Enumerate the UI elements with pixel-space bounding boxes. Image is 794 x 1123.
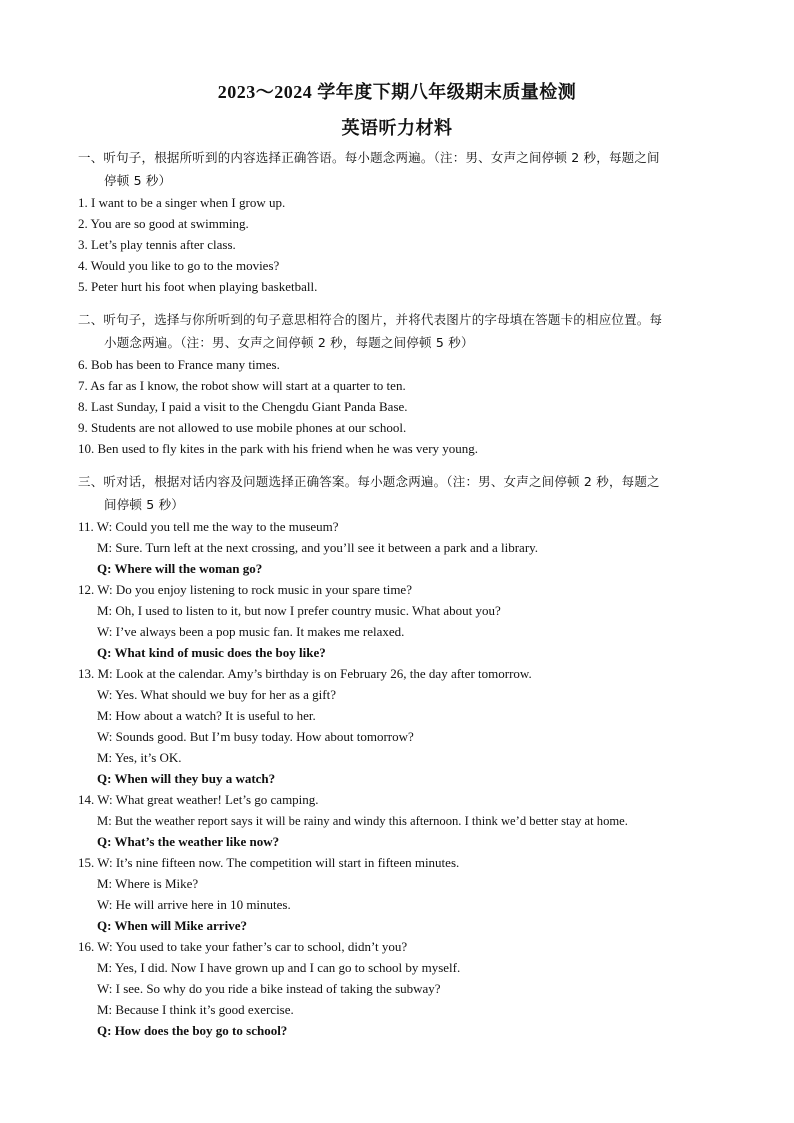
dialogue-line: 15. W: It’s nine fifteen now. The competition will start in fifteen minutes.	[78, 855, 460, 870]
section-3-instruction	[78, 470, 723, 516]
list-item: 2. You are so good at swimming.	[78, 216, 249, 231]
section-3-instruction-cont: 间停顿 5 秒）	[104, 497, 184, 512]
list-item: 1. I want to be a singer when I grow up.	[78, 195, 286, 210]
list-item: 3. Let’s play tennis after class.	[78, 237, 236, 252]
dialogue-question: Q: When will they buy a watch?	[97, 771, 276, 786]
dialogue-line: W: Sounds good. But I’m busy today. How about tomorrow?	[97, 729, 414, 744]
dialogue-line: M: Yes, it’s OK.	[97, 750, 182, 765]
dialogue-line: M: Yes, I did. Now I have grown up and I can go to school by myself.	[97, 960, 461, 975]
dialogue-question: Q: How does the boy go to school?	[97, 1023, 288, 1038]
list-item: 6. Bob has been to France many times.	[78, 357, 280, 372]
dialogue-line: 13. M: Look at the calendar. Amy’s birthday is on February 26, the day after tomorrow.	[78, 666, 532, 681]
dialogue-question: Q: What’s the weather like now?	[97, 834, 280, 849]
section-2-instruction-text: 二、听句子，选择与你所听到的句子意思相符合的图片，并将代表图片的字母填在答题卡的相应位置。每	[78, 312, 663, 327]
dialogue-line: 12. W: Do you enjoy listening to rock music in your spare time?	[78, 582, 412, 597]
section-1-instruction	[78, 146, 723, 192]
dialogue-line: M: But the weather report says it will be rainy and windy this afternoon. I think we’d better stay at home.	[97, 814, 628, 828]
list-item: 8. Last Sunday, I paid a visit to the Chengdu Giant Panda Base.	[78, 399, 408, 414]
dialogue-question: Q: When will Mike arrive?	[97, 918, 247, 933]
dialogue-line: W: I’ve always been a pop music fan. It makes me relaxed.	[97, 624, 405, 639]
dialogue-line: M: Oh, I used to listen to it, but now I prefer country music. What about you?	[97, 603, 501, 618]
dialogue-line: M: Where is Mike?	[97, 876, 199, 891]
page-title: 2023～2024 学年度下期八年级期末质量检测	[217, 82, 577, 102]
dialogue-line: 14. W: What great weather! Let’s go camping.	[78, 792, 319, 807]
dialogue-line: M: Sure. Turn left at the next crossing, and you’ll see it between a park and a library.	[97, 540, 539, 555]
section-3-instruction-text: 三、听对话，根据对话内容及问题选择正确答案。每小题念两遍。（注：男、女声之间停顿 2 秒，每题之	[78, 474, 660, 489]
dialogue-line: W: He will arrive here in 10 minutes.	[97, 897, 291, 912]
list-item: 5. Peter hurt his foot when playing basketball.	[78, 279, 318, 294]
section-1-instruction-cont: 停顿 5 秒）	[104, 173, 172, 188]
section-1-instruction-text: 一、听句子，根据所听到的内容选择正确答语。每小题念两遍。（注：男、女声之间停顿 2 秒，每题之间	[78, 150, 660, 165]
page-subtitle: 英语听力材料	[341, 118, 453, 138]
dialogue-line: 16. W: You used to take your father’s car to school, didn’t you?	[78, 939, 408, 954]
list-item: 7. As far as I know, the robot show will start at a quarter to ten.	[78, 378, 406, 393]
dialogue-line: M: Because I think it’s good exercise.	[97, 1002, 294, 1017]
list-item: 4. Would you like to go to the movies?	[78, 258, 280, 273]
list-item: 10. Ben used to fly kites in the park with his friend when he was very young.	[78, 441, 479, 456]
dialogue-line: W: I see. So why do you ride a bike instead of taking the subway?	[97, 981, 441, 996]
dialogue-line: W: Yes. What should we buy for her as a gift?	[97, 687, 337, 702]
dialogue-question: Q: Where will the woman go?	[97, 561, 263, 576]
dialogue-line: 11. W: Could you tell me the way to the museum?	[78, 519, 339, 534]
dialogue-line: M: How about a watch? It is useful to her.	[97, 708, 316, 723]
section-2-instruction	[78, 308, 723, 354]
section-2-instruction-cont: 小题念两遍。（注：男、女声之间停顿 2 秒，每题之间停顿 5 秒）	[104, 335, 474, 350]
list-item: 9. Students are not allowed to use mobile phones at our school.	[78, 420, 407, 435]
dialogue-question: Q: What kind of music does the boy like?	[97, 645, 326, 660]
